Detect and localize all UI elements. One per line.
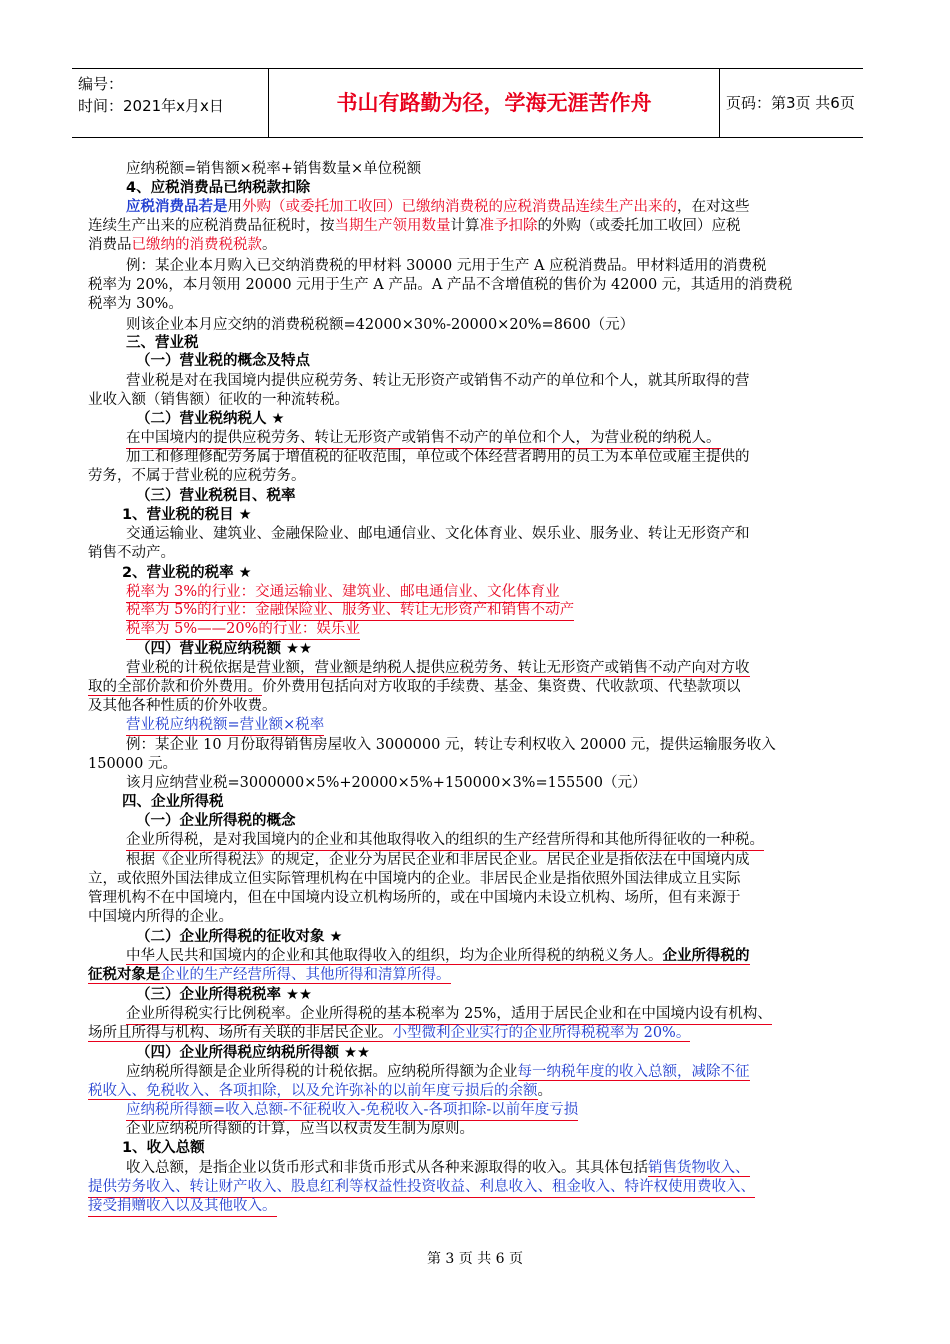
- text-line: 应税消费品若是用外购（或委托加工收回）已缴纳消费税的应税消费品连续生产出来的，在对这些: [126, 199, 750, 215]
- text-line: （二）企业所得税的征收对象 ★: [136, 929, 343, 945]
- text-line: 业收入额（销售额）征收的一种流转税。: [88, 392, 349, 408]
- text-line: 场所且所得与机构、场所有关联的非居民企业。小型微利企业实行的企业所得税税率为 20%。: [88, 1025, 691, 1041]
- text-line: 营业税的计税依据是营业额，营业额是纳税人提供应税劳务、转让无形资产或销售不动产向对方收: [126, 660, 750, 676]
- text-line: 税率为 5%——20%的行业：娱乐业: [126, 620, 360, 640]
- text-line: 税率为 20%，本月领用 20000 元用于生产 A 产品。A 产品不含增值税的售价为 42000 元，其适用的消费税: [88, 277, 793, 293]
- text-line: 中国境内所得的企业。: [88, 909, 233, 925]
- text-line: 三、营业税: [126, 335, 199, 351]
- text-line: （一）营业税的概念及特点: [136, 353, 310, 369]
- text-line: 2、营业税的税率 ★: [122, 565, 252, 581]
- text-line: 营业税是对在我国境内提供应税劳务、转让无形资产或销售不动产的单位和个人，就其所取得的营: [126, 373, 750, 389]
- text-line: 企业应纳税所得额的计算，应当以权责发生制为原则。: [126, 1121, 474, 1137]
- text-line: 销售不动产。: [88, 545, 175, 561]
- text-line: 税率为 3%的行业：交通运输业、建筑业、邮电通信业、文化体育业: [126, 583, 560, 603]
- text-line: 交通运输业、建筑业、金融保险业、邮电通信业、文化体育业、娱乐业、服务业、转让无形资产和: [126, 526, 750, 542]
- text-line: 取的全部价款和价外费用。价外费用包括向对方收取的手续费、基金、集资费、代收款项、代垫款项以: [88, 679, 741, 695]
- text-line: （四）营业税应纳税额 ★★: [136, 641, 313, 657]
- text-line: 应纳税所得额是企业所得税的计税依据。应纳税所得额为企业每一纳税年度的收入总额，减除不征: [126, 1064, 750, 1080]
- text-line: 收入总额，是指企业以货币形式和非货币形式从各种来源取得的收入。其具体包括销售货物收入、: [126, 1160, 750, 1176]
- text-line: 税率为 30%。: [88, 296, 183, 312]
- text-line: 150000 元。: [88, 756, 177, 772]
- text-line: （一）企业所得税的概念: [136, 813, 296, 829]
- text-line: 管理机构不在中国境内，但在中国境内设立机构场所的，或在中国境内未设立机构、场所，但有来源于: [88, 890, 741, 906]
- page-header: [72, 68, 863, 138]
- text-line: （二）营业税纳税人 ★: [136, 411, 285, 427]
- text-line: 四、企业所得税: [122, 794, 224, 810]
- text-line: 征税对象是企业的生产经营所得、其他所得和清算所得。: [88, 967, 451, 983]
- text-line: 税率为 5%的行业：金融保险业、服务业、转让无形资产和销售不动产: [126, 601, 574, 621]
- text-line: 应纳税额=销售额×税率+销售数量×单位税额: [126, 161, 422, 177]
- text-line: 劳务，不属于营业税的应税劳务。: [88, 468, 306, 484]
- number-label: 编号：: [78, 75, 124, 93]
- text-line: 例：某企业 10 月份取得销售房屋收入 3000000 元，转让专利权收入 20000 元，提供运输服务收入: [126, 737, 776, 753]
- text-line: 1、收入总额: [122, 1140, 205, 1156]
- text-line: 连续生产出来的应税消费品征税时，按当期生产领用数量计算准予扣除的外购（或委托加工收回）应税: [88, 218, 741, 234]
- text-line: 该月应纳营业税=3000000×5%+20000×5%+150000×3%=155500（元）: [126, 775, 647, 791]
- text-line: 根据《企业所得税法》的规定，企业分为居民企业和非居民企业。居民企业是指依法在中国境内成: [126, 852, 750, 868]
- text-line: 营业税应纳税额=营业额×税率: [126, 716, 324, 736]
- text-line: 1、营业税的税目 ★: [122, 507, 252, 523]
- text-line: 加工和修理修配劳务属于增值税的征收范围，单位或个体经营者聘用的员工为本单位或雇主提供的: [126, 449, 750, 465]
- text-line: 在中国境内的提供应税劳务、转让无形资产或销售不动产的单位和个人，为营业税的纳税人。: [126, 429, 721, 449]
- page-number-label: 页码：第3页 共6页: [726, 94, 855, 112]
- header-meta: [72, 69, 269, 137]
- text-line: （三）企业所得税税率 ★★: [136, 987, 313, 1003]
- page-footer: 第 3 页 共 6 页: [426, 1251, 524, 1267]
- text-line: 企业所得税实行比例税率。企业所得税的基本税率为 25%，适用于居民企业和在中国境内设有机构、: [126, 1005, 772, 1025]
- text-line: 接受捐赠收入以及其他收入。: [88, 1197, 277, 1217]
- text-line: 企业所得税，是对我国境内的企业和其他取得收入的组织的生产经营所得和其他所得征收的一种税。: [126, 831, 764, 851]
- header-motto: 书山有路勤为径，学海无涯苦作舟: [269, 69, 720, 137]
- time-label: 时间：2021年x月x日: [78, 97, 224, 115]
- text-line: 消费品已缴纳的消费税税款。: [88, 237, 277, 253]
- text-line: （四）企业所得税应纳税所得额 ★★: [136, 1045, 371, 1061]
- text-line: 税收入、免税收入、各项扣除，以及允许弥补的以前年度亏损后的余额。: [88, 1083, 552, 1099]
- text-line: 中华人民共和国境内的企业和其他取得收入的组织，均为企业所得税的纳税义务人。企业所得税的: [126, 948, 750, 964]
- text-line: 提供劳务收入、转让财产收入、股息红利等权益性投资收益、利息收入、租金收入、特许权使用费收入、: [88, 1178, 755, 1198]
- text-line: 则该企业本月应交纳的消费税税额=42000×30%-20000×20%=8600（元）: [126, 317, 635, 333]
- text-line: 应纳税所得额=收入总额-不征税收入-免税收入-各项扣除-以前年度亏损: [126, 1101, 578, 1121]
- text-line: 4、应税消费品已纳税款扣除: [126, 180, 311, 196]
- text-line: 立，或依照外国法律成立但实际管理机构在中国境内的企业。非居民企业是指依照外国法律成立且实际: [88, 871, 741, 887]
- text-line: （三）营业税税目、税率: [136, 488, 296, 504]
- text-line: 例：某企业本月购入已交纳消费税的甲材料 30000 元用于生产 A 应税消费品。甲材料适用的消费税: [126, 258, 767, 274]
- text-line: 及其他各种性质的价外收费。: [88, 698, 277, 714]
